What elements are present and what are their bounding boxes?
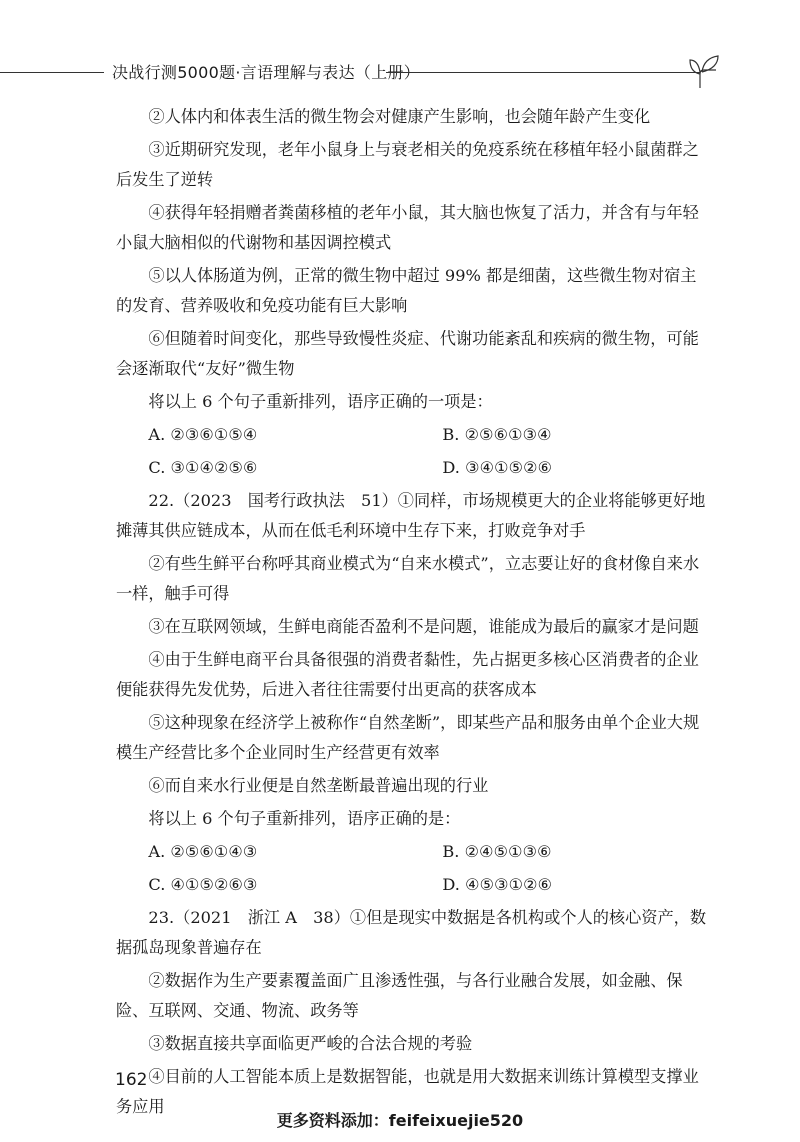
paragraph: ②数据作为生产要素覆盖面广且渗透性强，与各行业融合发展，如金融、保险、互联网、交通、物流、政务等 — [116, 971, 683, 1020]
header-rule-left — [0, 72, 104, 73]
paragraph: ③数据直接共享面临更严峻的合法合规的考验 — [148, 1034, 473, 1053]
answer-option: D. ④⑤③①②⑥ — [442, 875, 553, 894]
page-number: 162 — [115, 1070, 148, 1090]
paragraph: 23.（2021 浙江 A 38）①但是现实中数据是各机构或个人的核心资产，数据孤岛现象普遍存在 — [116, 908, 707, 957]
paragraph: ②人体内和体表生活的微生物会对健康产生影响，也会随年龄产生变化 — [148, 107, 651, 126]
answer-option: B. ②④⑤①③⑥ — [442, 842, 552, 861]
answer-options-row — [116, 453, 710, 483]
paragraph: ②有些生鲜平台称呼其商业模式为“自来水模式”，立志要让好的食材像自来水一样，触手可得 — [116, 554, 700, 603]
answer-options-row — [116, 870, 710, 900]
answer-option: C. ③①④②⑤⑥ — [148, 458, 258, 477]
answer-option: A. ②⑤⑥①④③ — [148, 842, 258, 861]
paragraph: ⑥而自来水行业便是自然垄断最普遍出现的行业 — [148, 776, 489, 795]
paragraph: ④获得年轻捐赠者粪菌移植的老年小鼠，其大脑也恢复了活力，并含有与年轻小鼠大脑相似的代谢物和基因调控模式 — [116, 203, 699, 252]
paragraph: ⑤这种现象在经济学上被称作“自然垄断”，即某些产品和服务由单个企业大规模生产经营比多个企业同时生产经营更有效率 — [116, 713, 700, 762]
answer-options-row — [116, 420, 710, 450]
sprout-icon — [686, 50, 726, 90]
paragraph: ④目前的人工智能本质上是数据智能，也就是用大数据来训练计算模型支撑业务应用 — [116, 1067, 699, 1116]
answer-option: A. ②③⑥①⑤④ — [148, 425, 258, 444]
paragraph: ④由于生鲜电商平台具备很强的消费者黏性，先占据更多核心区消费者的企业便能获得先发优势，后进入者往往需要付出更高的获客成本 — [116, 650, 699, 699]
footer-note: 更多资料添加：feifeixuejie520 — [276, 1111, 524, 1130]
running-header — [0, 50, 800, 94]
book-title: 决战行测5000题·言语理解与表达（上册） — [112, 63, 421, 82]
page-body — [116, 102, 710, 1125]
paragraph: 22.（2023 国考行政执法 51）①同样，市场规模更大的企业将能够更好地摊薄其供应链成本，从而在低毛利环境中生存下来，打败竞争对手 — [116, 491, 706, 540]
paragraph: 将以上 6 个句子重新排列，语序正确的是： — [148, 809, 461, 828]
answer-option: C. ④①⑤②⑥③ — [148, 875, 258, 894]
answer-option: D. ③④①⑤②⑥ — [442, 458, 553, 477]
paragraph: ③在互联网领域，生鲜电商能否盈利不是问题，谁能成为最后的赢家才是问题 — [148, 617, 699, 636]
paragraph: ③近期研究发现，老年小鼠身上与衰老相关的免疫系统在移植年轻小鼠菌群之后发生了逆转 — [116, 140, 699, 189]
answer-options-row — [116, 837, 710, 867]
paragraph: 将以上 6 个句子重新排列，语序正确的一项是： — [148, 392, 493, 411]
header-rule-right — [386, 72, 700, 73]
paragraph: ⑥但随着时间变化，那些导致慢性炎症、代谢功能紊乱和疾病的微生物，可能会逐渐取代“友好”微生物 — [116, 329, 699, 378]
answer-option: B. ②⑤⑥①③④ — [442, 425, 552, 444]
paragraph: ⑤以人体肠道为例，正常的微生物中超过 99% 都是细菌，这些微生物对宿主的发育、营养吸收和免疫功能有巨大影响 — [116, 266, 697, 315]
